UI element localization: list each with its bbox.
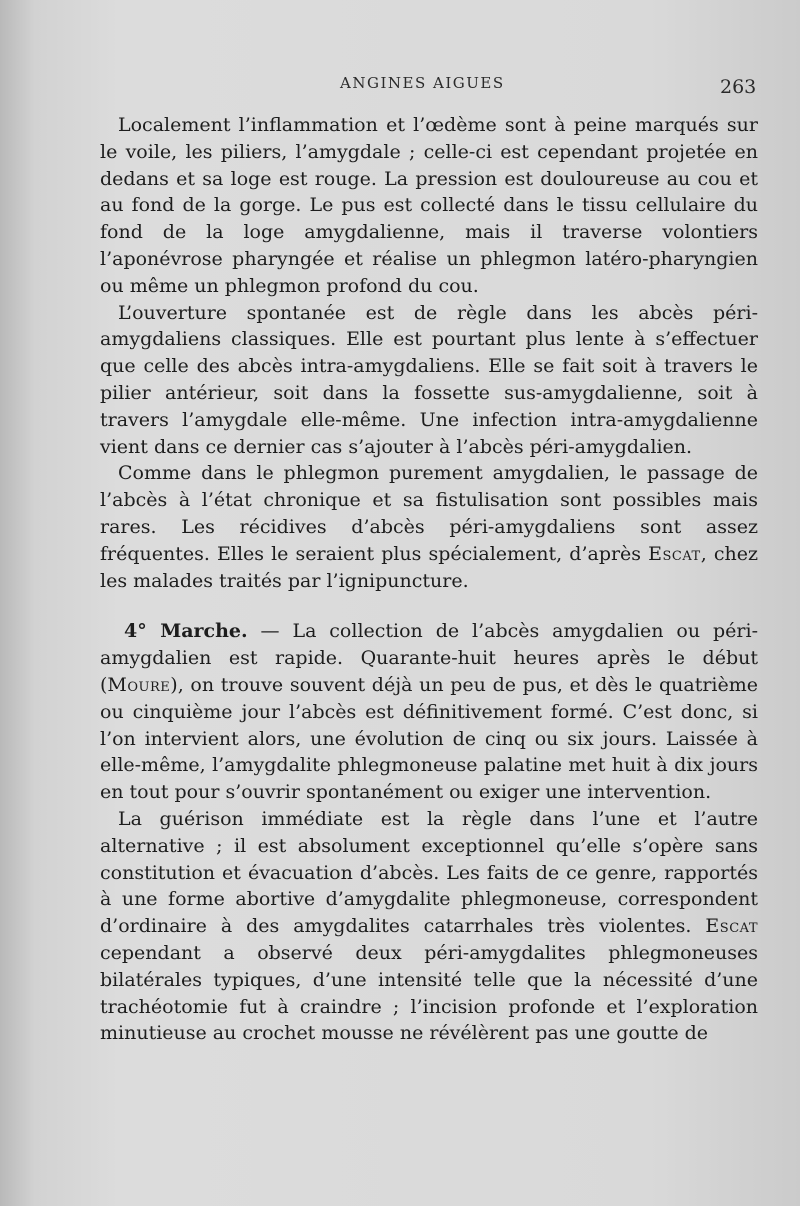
paragraph-chronique [100, 460, 758, 594]
author-name: Moure [107, 673, 171, 696]
page-body [100, 112, 758, 1047]
paragraph-guerison [100, 806, 758, 1047]
page-number: 263 [720, 76, 757, 98]
paragraph-ouverture: L’ouverture spontanée est de règle dans les abcès péri-amygdaliens classiques. Elle est pourtant plus lente à s’effectuer que celle des abcès intra-amygdaliens. Elle se fait soit à travers le pilier antérieur, soit dans la fossette sus-amygdalienne, soit à travers l’amygdale elle-même. Une infection intra-amygdalienne vient dans ce dernier cas s’ajouter à l’abcès péri-amygdalien. [100, 301, 758, 458]
text-run: ), on trouve souvent déjà un peu de pus, et dès le quatrième ou cinquième jour l’abcès est définitivement formé. C’est donc, si l’on intervient alors, une évolution de cinq ou six jours. Laissée à elle-même, l’amygdalite phlegmoneuse palatine met huit à dix jours en tout pour s’ouvrir spontanément ou exiger une intervention. [100, 673, 758, 804]
text-run: La guérison immédiate est la règle dans l’une et l’autre alternative ; il est absolument exceptionnel qu’elle s’opère sans constitution et évacuation d’abcès. Les faits de ce genre, rapportés à une forme abortive d’amygdalite phlegmoneuse, correspondent d’ordinaire à des amygdalites catarrhales très violentes. [100, 807, 758, 938]
author-name: Escat [705, 915, 758, 938]
page-header [0, 74, 800, 100]
running-title: ANGINES AIGUES [340, 74, 505, 92]
text-run: — La collection de l’abcès amygdalien ou péri-amygdalien est rapide. Quarante-huit heures après le début ( [100, 620, 758, 696]
paragraph-inflammation: Localement l’inflammation et l’œdème sont à peine marqués sur le voile, les piliers, l’amygdale ; celle-ci est cependant projetée en dedans et sa loge est rouge. La pression est douloureuse au cou et au fond de la gorge. Le pus est collecté dans le tissu cellulaire du fond de la loge amygdalienne, mais il traverse volontiers l’aponévrose pharyngée et réalise un phlegmon latéro-pharyngien ou même un phlegmon profond du cou. [100, 114, 758, 297]
paragraph-marche [100, 618, 758, 806]
text-run: , chez les malades traités par l’ignipuncture. [100, 542, 758, 592]
text-run: Comme dans le phlegmon purement amygdalien, le passage de l’abcès à l’état chronique et sa fistulisation sont possibles mais rares. Les récidives d’abcès péri-amygdaliens sont assez fréquentes. Elles le seraient plus spécialement, d’après [100, 462, 758, 565]
author-name: Escat [648, 542, 701, 565]
text-run: cependant a observé deux péri-amygdalites phlegmoneuses bilatérales typiques, d’une intensité telle que la nécessité d’une trachéotomie fut à craindre ; l’incision profonde et l’exploration minutieuse au crochet mousse ne révélèrent pas une goutte de [100, 941, 758, 1045]
section-heading: 4° Marche. [124, 620, 248, 643]
